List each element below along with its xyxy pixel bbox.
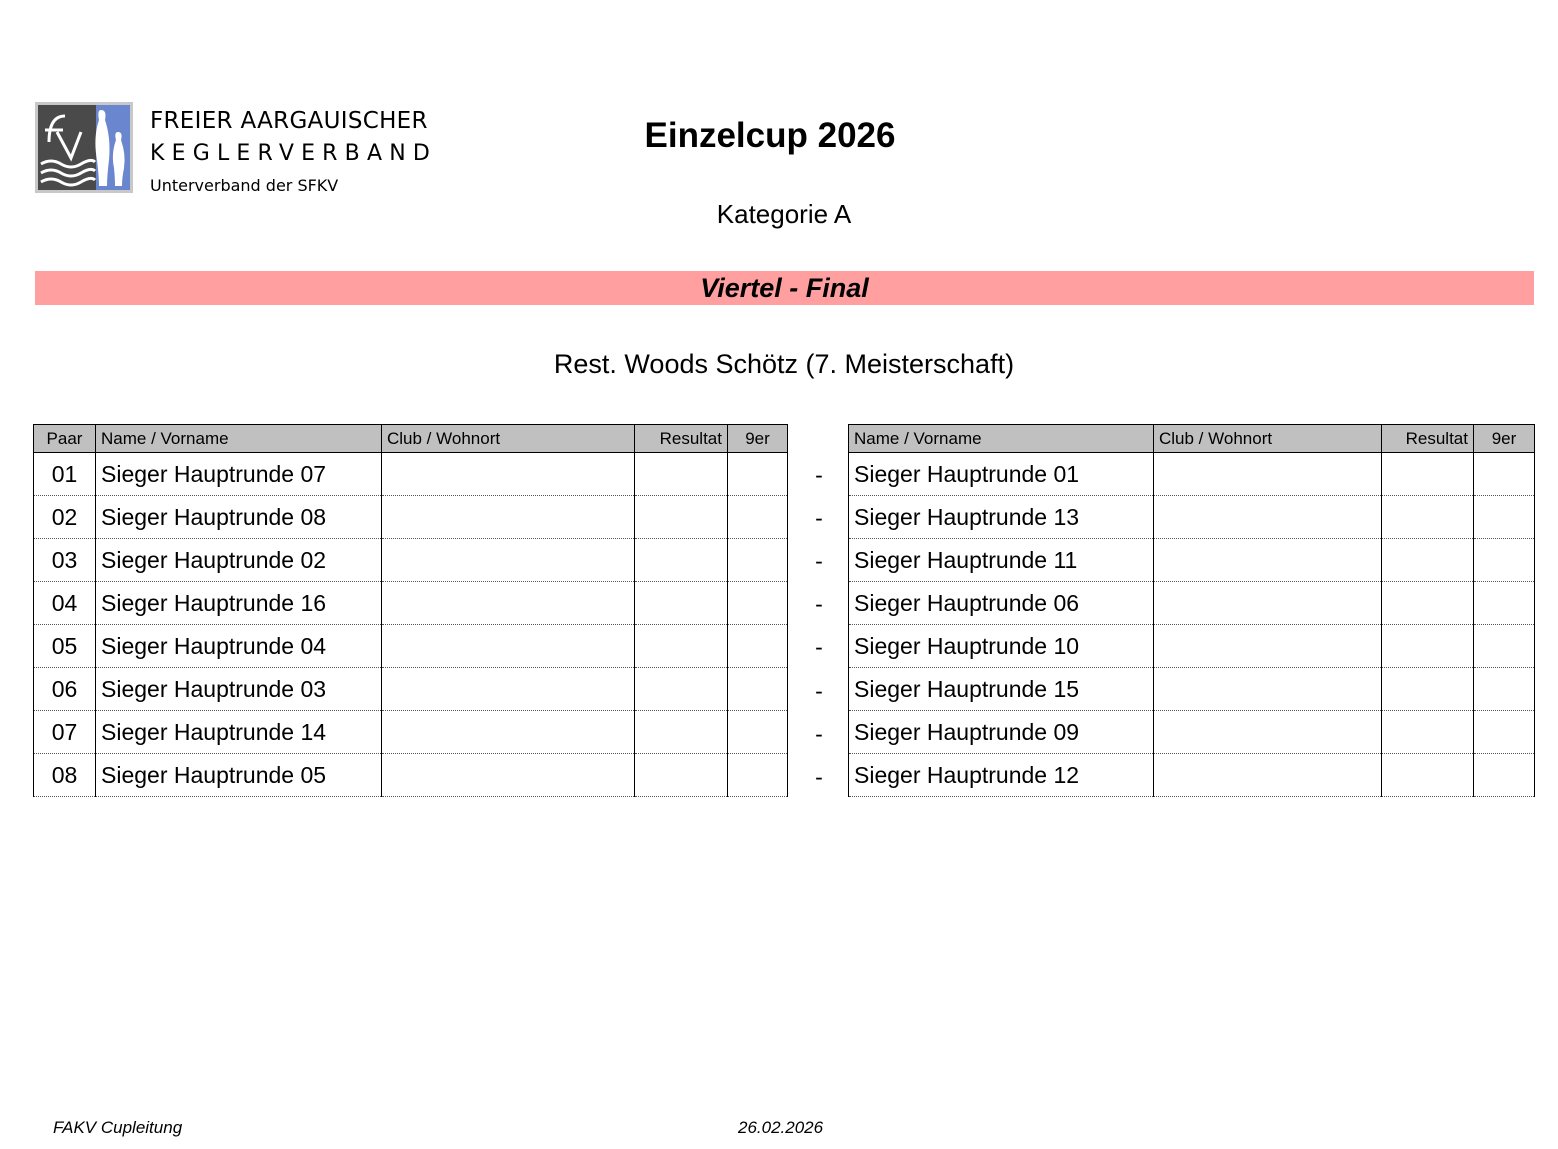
paar-number: 07 <box>34 711 96 754</box>
venue-label: Rest. Woods Schötz (7. Meisterschaft) <box>553 349 1015 379</box>
pair-separator: - <box>815 591 823 618</box>
table-row <box>34 625 788 668</box>
header-neuner: 9er <box>1474 425 1535 453</box>
club-cell <box>1154 539 1382 582</box>
pair-separator: - <box>815 505 823 532</box>
page-title: Einzelcup 2026 <box>644 116 896 155</box>
table-row <box>34 582 788 625</box>
player-name: Sieger Hauptrunde 15 <box>849 668 1154 711</box>
resultat-cell <box>635 754 728 797</box>
table-row <box>34 668 788 711</box>
player-name: Sieger Hauptrunde 01 <box>849 453 1154 496</box>
club-cell <box>382 668 635 711</box>
neuner-cell <box>728 625 788 668</box>
header-name: Name / Vorname <box>96 425 382 453</box>
left-table-header <box>34 425 788 453</box>
table-row <box>849 668 1535 711</box>
neuner-cell <box>728 539 788 582</box>
resultat-cell <box>1382 711 1474 754</box>
table-row <box>849 582 1535 625</box>
player-name: Sieger Hauptrunde 04 <box>96 625 382 668</box>
neuner-cell <box>1474 754 1535 797</box>
neuner-cell <box>1474 496 1535 539</box>
header-paar: Paar <box>34 425 96 453</box>
neuner-cell <box>728 582 788 625</box>
player-name: Sieger Hauptrunde 03 <box>96 668 382 711</box>
header-club: Club / Wohnort <box>1154 425 1382 453</box>
resultat-cell <box>1382 539 1474 582</box>
neuner-cell <box>728 754 788 797</box>
club-cell <box>1154 711 1382 754</box>
player-name: Sieger Hauptrunde 09 <box>849 711 1154 754</box>
player-name: Sieger Hauptrunde 13 <box>849 496 1154 539</box>
neuner-cell <box>1474 711 1535 754</box>
club-cell <box>1154 625 1382 668</box>
resultat-cell <box>1382 453 1474 496</box>
player-name: Sieger Hauptrunde 10 <box>849 625 1154 668</box>
player-name: Sieger Hauptrunde 14 <box>96 711 382 754</box>
player-name: Sieger Hauptrunde 05 <box>96 754 382 797</box>
neuner-cell <box>728 668 788 711</box>
header-club: Club / Wohnort <box>382 425 635 453</box>
player-name: Sieger Hauptrunde 06 <box>849 582 1154 625</box>
right-table-header <box>849 425 1535 453</box>
paar-number: 02 <box>34 496 96 539</box>
header-resultat: Resultat <box>635 425 728 453</box>
neuner-cell <box>728 711 788 754</box>
player-name: Sieger Hauptrunde 12 <box>849 754 1154 797</box>
pair-separator: - <box>815 548 823 575</box>
table-row <box>34 453 788 496</box>
table-row <box>34 711 788 754</box>
paar-number: 04 <box>34 582 96 625</box>
header-name: Name / Vorname <box>849 425 1154 453</box>
pair-separator: - <box>815 634 823 661</box>
neuner-cell <box>1474 668 1535 711</box>
club-cell <box>382 625 635 668</box>
resultat-cell <box>635 668 728 711</box>
club-cell <box>1154 453 1382 496</box>
club-cell <box>382 496 635 539</box>
org-subtitle: Unterverband der SFKV <box>150 176 339 195</box>
table-row <box>34 539 788 582</box>
resultat-cell <box>1382 496 1474 539</box>
right-pairing-table <box>848 424 1535 797</box>
player-name: Sieger Hauptrunde 11 <box>849 539 1154 582</box>
neuner-cell <box>728 496 788 539</box>
table-row <box>849 539 1535 582</box>
paar-number: 03 <box>34 539 96 582</box>
club-cell <box>1154 582 1382 625</box>
club-cell <box>382 711 635 754</box>
player-name: Sieger Hauptrunde 08 <box>96 496 382 539</box>
left-pairing-table <box>33 424 788 797</box>
table-row <box>34 496 788 539</box>
category-label: Kategorie A <box>716 199 852 229</box>
club-cell <box>382 754 635 797</box>
neuner-cell <box>1474 453 1535 496</box>
footer-organizer: FAKV Cupleitung <box>53 1118 183 1137</box>
pair-separator: - <box>815 763 823 790</box>
table-row <box>849 496 1535 539</box>
player-name: Sieger Hauptrunde 02 <box>96 539 382 582</box>
paar-number: 01 <box>34 453 96 496</box>
club-cell <box>382 582 635 625</box>
resultat-cell <box>635 539 728 582</box>
table-row <box>34 754 788 797</box>
paar-number: 05 <box>34 625 96 668</box>
player-name: Sieger Hauptrunde 16 <box>96 582 382 625</box>
pair-separator: - <box>815 720 823 747</box>
table-row <box>849 754 1535 797</box>
org-name-line2: KEGLERVERBAND <box>150 141 437 166</box>
neuner-cell <box>1474 582 1535 625</box>
footer-date: 26.02.2026 <box>738 1118 824 1137</box>
header-neuner: 9er <box>728 425 788 453</box>
resultat-cell <box>635 453 728 496</box>
player-name: Sieger Hauptrunde 07 <box>96 453 382 496</box>
pair-separator: - <box>815 462 823 488</box>
paar-number: 06 <box>34 668 96 711</box>
neuner-cell <box>1474 539 1535 582</box>
resultat-cell <box>635 711 728 754</box>
table-row <box>849 625 1535 668</box>
club-cell <box>382 539 635 582</box>
resultat-cell <box>1382 582 1474 625</box>
club-cell <box>1154 496 1382 539</box>
org-name-line1: FREIER AARGAUISCHER <box>150 108 428 134</box>
resultat-cell <box>635 582 728 625</box>
table-row <box>849 453 1535 496</box>
resultat-cell <box>1382 625 1474 668</box>
header-resultat: Resultat <box>1382 425 1474 453</box>
club-cell <box>1154 668 1382 711</box>
resultat-cell <box>635 625 728 668</box>
pair-separator: - <box>815 677 823 704</box>
round-banner: Viertel - Final <box>35 271 1534 305</box>
table-row <box>849 711 1535 754</box>
club-cell <box>382 453 635 496</box>
neuner-cell <box>728 453 788 496</box>
club-cell <box>1154 754 1382 797</box>
neuner-cell <box>1474 625 1535 668</box>
paar-number: 08 <box>34 754 96 797</box>
resultat-cell <box>1382 668 1474 711</box>
resultat-cell <box>1382 754 1474 797</box>
resultat-cell <box>635 496 728 539</box>
